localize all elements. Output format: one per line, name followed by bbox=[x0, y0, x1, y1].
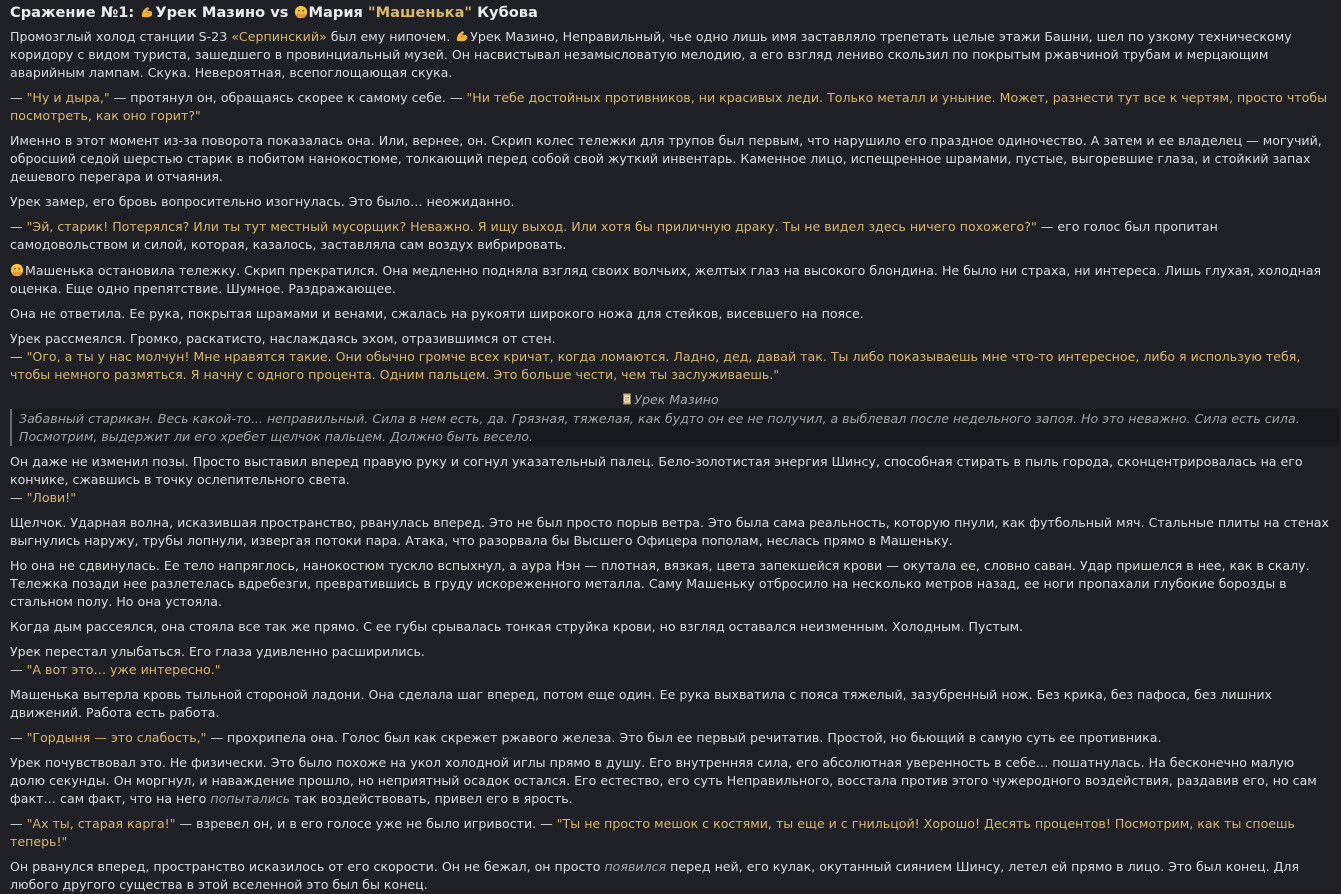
speaker-name: Урек Мазино bbox=[634, 392, 719, 407]
flexed-biceps-icon bbox=[455, 30, 469, 42]
paragraph-6 bbox=[10, 261, 1331, 298]
title-fighter2-last: Кубова bbox=[472, 4, 538, 21]
text: Машенька остановила тележку. Скрип прекратился. Она медленно подняла взгляд своих волчьих, желтых глаз на высокого блондина. Не было ни страха, ни интереса. Лишь глухая, холодная оценка. Еще одно препятствие. Шумное. Раздражающее. bbox=[10, 263, 1322, 296]
dialogue: "Ты не просто мешок с костями, ты еще и с гнильцой! Хорошо! Десять процентов! Посмотрим, как ты споешь теперь!" bbox=[10, 816, 1295, 849]
title-fighter2-first: Мария bbox=[308, 4, 368, 21]
emphasis: попытались bbox=[210, 791, 291, 806]
paragraph-12: Когда дым рассеялся, она стояла все так же прямо. С ее губы срывалась тонкая струйка крови, но взгляд оставался неизменным. Холодным. Пустым. bbox=[10, 619, 1024, 634]
paragraph-18 bbox=[10, 858, 1331, 894]
title-fighter1: Урек Мазино bbox=[155, 4, 266, 21]
face-icon bbox=[294, 5, 308, 19]
dialogue: "Ах ты, старая карга!" bbox=[26, 816, 176, 831]
paragraph-16 bbox=[10, 754, 1331, 808]
page-title bbox=[10, 3, 1331, 22]
dialogue: "А вот это… уже интересно." bbox=[26, 662, 221, 677]
text: — bbox=[10, 219, 27, 234]
title-vs: vs bbox=[265, 4, 294, 21]
dialogue: "Эй, старик! Потерялся? Или ты тут местный мусорщик? Неважно. Я ищу выход. Или хотя бы приличную драку. Ты не видел здесь ничего похожего?" bbox=[26, 219, 1037, 234]
dialogue: "Ого, а ты у нас молчун! Мне нравятся такие. Они обычно громче всех кричат, когда ломаются. Ладно, дед, давай так. Ты либо показываешь мне что-то интересное, либо я использую тебя, чтобы немного размяться. Я начну с одного процента. Одним пальцем. Это больше чести, чем ты заслуживаешь." bbox=[10, 349, 1301, 382]
flexed-biceps-icon bbox=[140, 6, 154, 18]
text: Урек перестал улыбаться. Его глаза удивленно расширились. bbox=[10, 644, 425, 659]
paragraph-11: Но она не сдвинулась. Ее тело напряглось, нанокостюм тускло вспыхнул, а аура Нэн — плотная, вязкая, цвета запекшейся крови — окутала ее, словно саван. Удар пришелся в нее, как в скалу. Тележка позади нее разлетелась вдребезги, превратившись в груду искореженного металла. Саму Машеньку отбросило на несколько метров назад, ее ноги пропахали глубокие борозды в стальном полу. Но она устояла. bbox=[10, 558, 1310, 609]
text: — прохрипела она. Голос был как скрежет ржавого железа. Это был ее первый речитатив. Простой, но бьющий в самую суть ее противника. bbox=[206, 730, 1162, 745]
text: — его голос был пропитан самодовольством и силой, которая, казалось, заставляла сам воздух вибрировать. bbox=[10, 219, 1218, 252]
paragraph-9 bbox=[10, 453, 1331, 507]
scroll-icon bbox=[622, 393, 632, 405]
text: — bbox=[10, 730, 27, 745]
paragraph-8 bbox=[10, 330, 1331, 384]
paragraph-14: Машенька вытерла кровь тыльной стороной ладони. Она сделала шаг вперед, потом еще один. Ее рука выхватила с пояса тяжелый, зазубренный нож. Без крика, без пафоса, без лишних движений. Работа есть работа. bbox=[10, 687, 1272, 720]
text: — bbox=[10, 662, 27, 677]
paragraph-17 bbox=[10, 815, 1331, 851]
text: так воздействовать, привел его в ярость. bbox=[290, 791, 573, 806]
dialogue: "Гордыня — это слабость," bbox=[26, 730, 207, 745]
emphasis: появился bbox=[604, 859, 667, 874]
paragraph-3: Именно в этот момент из-за поворота показалась она. Или, вернее, он. Скрип колес тележки для трупов был первым, что нарушило его праздное одиночество. А затем и ее владелец — могучий, обросший седой шерстью старик в побитом нанокостюме, толкающий перед собой свой жуткий инвентарь. Каменное лицо, испещренное шрамами, пустые, выгоревшие глаза, и стойкий запах дешевого перегара и отчаяния. bbox=[10, 133, 1322, 184]
text: Урек почувствовал это. Не физически. Это было похоже на укол холодной иглы прямо в душу. Его внутренняя сила, его абсолютная уверенность в себе… пошатнулась. На бесконечно малую долю секунды. Он моргнул, и наваждение прошло, но неприятный осадок остался. Его естество, его суть Неправильного, восстала против этого чужеродного воздействия, раздавив его, но сам факт… сам факт, что на него bbox=[10, 755, 1317, 806]
title-prefix: Сражение №1: bbox=[10, 4, 140, 21]
text: — bbox=[10, 90, 27, 105]
text: — bbox=[10, 816, 27, 831]
text: перед ней, его кулак, окутанный сиянием Шинсу, летел ей прямо в лицо. Это был конец. Для любого другого существа в этой вселенной это был бы конец. bbox=[10, 859, 1300, 892]
paragraph-5 bbox=[10, 218, 1331, 254]
dialogue: "Ни тебе достойных противников, ни красивых леди. Только металл и уныние. Может, разнести тут все к чертям, просто чтобы посмотреть, как оно горит?" bbox=[10, 90, 1328, 123]
thought-speaker bbox=[10, 391, 1331, 408]
paragraph-1 bbox=[10, 28, 1331, 82]
text: Промозглый холод станции S-23 bbox=[10, 29, 232, 44]
title-fighter2-nickname: "Машенька" bbox=[368, 4, 473, 21]
paragraph-7: Она не ответила. Ее рука, покрытая шрамами и венами, сжалась на рукояти широкого ножа для стейков, висевшего на поясе. bbox=[10, 306, 864, 321]
inner-thought-quote: Забавный старикан. Весь какой-то... неправильный. Сила в нем есть, да. Грязная, тяжелая, как будто он ее не получил, а выблевал после недельного запоя. Но это неважно. Сила есть сила. Посмотрим, выдержит ли его хребет щелчок пальцем. Должно быть весело. bbox=[10, 409, 1339, 446]
text: был ему нипочем. bbox=[326, 29, 455, 44]
text: — протянул он, обращаясь скорее к самому себе. — bbox=[109, 90, 467, 105]
paragraph-15 bbox=[10, 729, 1331, 747]
text: — bbox=[10, 490, 27, 505]
text: Урек Мазино, Неправильный, чье одно лишь имя заставляло трепетать целые этажи Башни, шел по узкому техническому коридору с видом туриста, зашедшего в провинциальный музей. Он насвистывал незамысловатую мелодию, а его взгляд лениво скользил по покрытым ржавчиной трубам и мерцающим аварийным лампам. Скука. Невероятная, всепоглощающая скука. bbox=[10, 29, 1292, 80]
text: — взревел он, и в его голосе уже не было игривости. — bbox=[175, 816, 557, 831]
face-icon bbox=[10, 263, 24, 277]
text: Урек рассмеялся. Громко, раскатисто, наслаждаясь эхом, отразившимся от стен. bbox=[10, 331, 556, 346]
text: — bbox=[10, 349, 27, 364]
station-name: «Серпинский» bbox=[231, 29, 327, 44]
text: Он рванулся вперед, пространство исказилось от его скорости. Он не бежал, он просто bbox=[10, 859, 605, 874]
paragraph-10: Щелчок. Ударная волна, исказившая пространство, рванулась вперед. Это не был просто порыв ветра. Это была сама реальность, которую пнули, как футбольный мяч. Стальные плиты на стенах выгнулись наружу, трубы лопнули, извергая потоки пара. Атака, что разорвала бы Высшего Офицера пополам, неслась прямо в Машеньку. bbox=[10, 515, 1329, 548]
dialogue: "Лови!" bbox=[26, 490, 77, 505]
paragraph-2 bbox=[10, 89, 1331, 125]
text: Он даже не изменил позы. Просто выставил вперед правую руку и согнул указательный палец. Бело-золотистая энергия Шинсу, способная стирать в пыль города, сконцентрировалась на его кончике, сжавшись в точку ослепительного света. bbox=[10, 454, 1303, 487]
paragraph-13 bbox=[10, 643, 1331, 679]
paragraph-4: Урек замер, его бровь вопросительно изогнулась. Это было… неожиданно. bbox=[10, 194, 515, 209]
dialogue: "Ну и дыра," bbox=[26, 90, 110, 105]
